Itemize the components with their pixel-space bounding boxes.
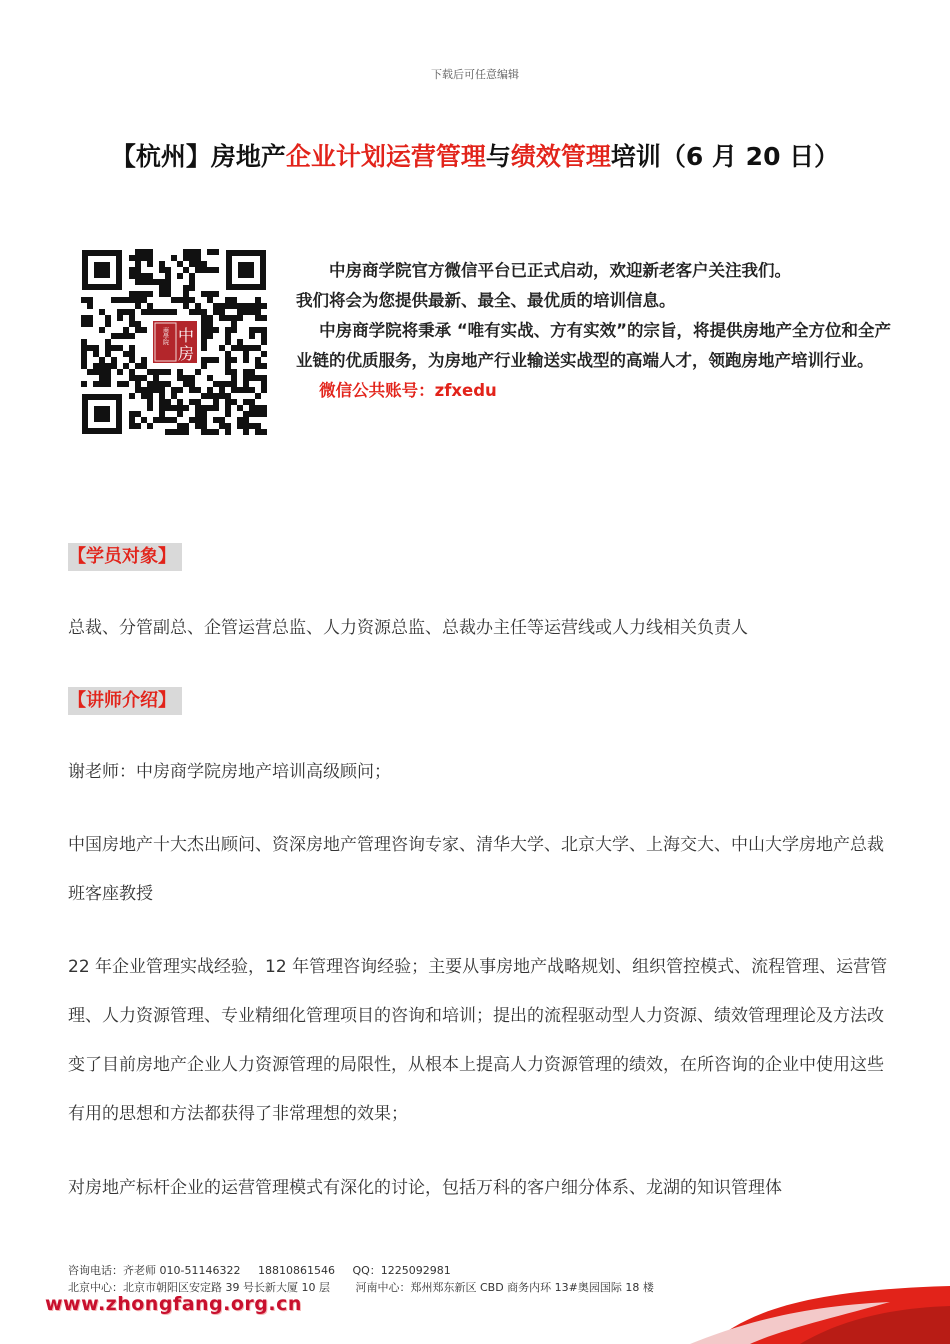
footer-phone-2: 18810861546: [257, 1264, 335, 1277]
lecturer-experience-text: 22 年企业管理实战经验，12 年管理咨询经验；主要从事房地产战略规划、组织管控模式、流程管理、运营管理、人力资源管理、专业精细化管理项目的咨询和培训；提出的流程驱动型人力资源、绩效管理理论及方法改变了目前房地产企业人力资源管理的局限性，从根本上提高人力资源管理的绩效，在所咨询的企业中使用这些有用的思想和方法都获得了非常理想的效果；: [68, 957, 888, 1124]
qr-stamp-small: 商學院: [161, 327, 169, 345]
students-body: [68, 604, 888, 653]
students-text: 总裁、分管副总、企管运营总监、人力资源总监、总裁办主任等运营线或人力线相关负责人: [68, 618, 748, 638]
wechat-account-label: 微信公共账号：: [319, 381, 435, 400]
lecturer-heading: 【讲师介绍】: [68, 687, 182, 715]
title-highlight-1: 企业计划运营管理: [285, 142, 486, 171]
lecturer-research: [68, 1164, 888, 1213]
lecturer-titles-text: 中国房地产十大杰出顾问、资深房地产管理咨询专家、清华大学、北京大学、上海交大、中山大学房地产总裁班客座教授: [68, 835, 884, 904]
title-part-3: 培训（6 月 20 日）: [610, 142, 840, 171]
lecturer-intro: [68, 748, 888, 797]
wechat-account: [296, 376, 906, 406]
footer-qq: QQ：1225092981: [352, 1264, 451, 1277]
top-note: 下载后可任意编辑: [431, 68, 519, 81]
brand-swoosh-graphic: [690, 1280, 950, 1344]
lecturer-titles: [68, 821, 888, 919]
lecturer-research-text: 对房地产标杆企业的运营管理模式有深化的讨论，包括万科的客户细分体系、龙湖的知识管理体: [68, 1178, 782, 1198]
qr-stamp-char-2: 房: [177, 344, 195, 363]
wechat-account-id: zfxedu: [434, 381, 497, 400]
lecturer-name: 谢老师：中房商学院房地产培训高级顾问；: [68, 762, 391, 782]
intro-line-3: 中房商学院将秉承 “唯有实战、方有实效”的宗旨，将提供房地产全方位和全产业链的优质服务，为房地产行业输送实战型的高端人才，领跑房地产培训行业。: [296, 321, 892, 370]
wechat-intro: [296, 256, 906, 406]
footer-phone-1: 010-51146322: [159, 1264, 241, 1277]
wechat-qr-code: [80, 248, 268, 436]
students-heading: 【学员对象】: [68, 543, 182, 571]
website-link[interactable]: www.zhongfang.org.cn: [45, 1293, 302, 1315]
qr-center-logo: [150, 318, 200, 366]
intro-line-1: 中房商学院官方微信平台已正式启动，欢迎新老客户关注我们。: [329, 261, 791, 280]
intro-line-2: 我们将会为您提供最新、最全、最优质的培训信息。: [296, 291, 676, 310]
title-part-1: 【杭州】房地产: [110, 142, 286, 171]
footer-henan-address: 河南中心：郑州郑东新区 CBD 商务内环 13#奥园国际 18 楼: [355, 1281, 654, 1294]
footer-contact-line: [68, 1262, 928, 1279]
footer-beijing-address: 北京中心：北京市朝阳区安定路 39 号长新大厦 10 层: [68, 1281, 330, 1294]
lecturer-experience: [68, 943, 888, 1139]
title-highlight-2: 绩效管理: [510, 142, 611, 171]
page-title: [90, 132, 860, 182]
title-part-2: 与: [485, 142, 511, 171]
qr-stamp-char-1: 中: [177, 326, 195, 345]
footer-phone-label: 咨询电话：齐老师: [68, 1264, 156, 1277]
